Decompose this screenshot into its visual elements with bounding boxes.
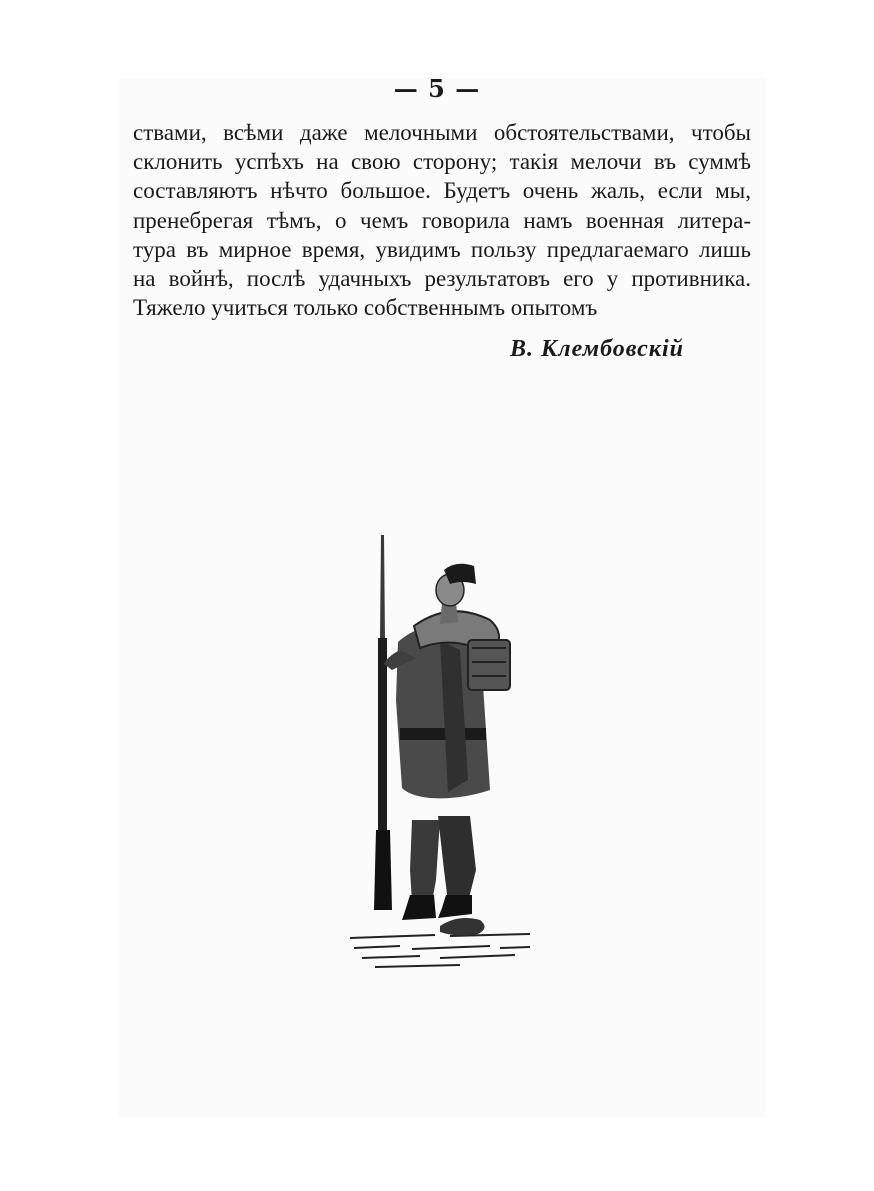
paragraph-line-1: ствами, всѣми даже мелочными обстоятельствами, чтобы bbox=[133, 120, 751, 145]
bayonet bbox=[380, 535, 385, 640]
soldier-right-leg bbox=[438, 816, 476, 902]
page-number: — 5 — bbox=[393, 74, 481, 103]
ground-stone bbox=[440, 918, 485, 936]
paragraph bbox=[133, 118, 751, 322]
ground-strokes bbox=[350, 934, 530, 967]
paragraph-line-3: составляютъ нѣчто большое. Будетъ очень жаль, если мы, bbox=[133, 178, 751, 204]
soldier-illustration bbox=[340, 530, 540, 980]
soldier-right-boot bbox=[438, 895, 472, 918]
soldier-left-leg bbox=[410, 820, 440, 902]
paragraph-line-6: на войнѣ, послѣ удачныхъ результатовъ его у противника. bbox=[133, 265, 751, 291]
paragraph-line-4: пренебрегая тѣмъ, о чемъ говорила намъ военная литера- bbox=[133, 207, 751, 233]
paragraph-line-5: тура въ мирное время, увидимъ пользу предлагаемаго лишь bbox=[133, 236, 751, 262]
soldier-cap bbox=[444, 564, 476, 584]
rifle-stock bbox=[374, 830, 392, 910]
author-signature: В. Клембовскій bbox=[510, 336, 684, 362]
soldier-left-boot bbox=[402, 895, 436, 920]
paragraph-line-7: Тяжело учиться только собственнымъ опытомъ bbox=[133, 295, 598, 321]
soldier-belt bbox=[400, 728, 486, 740]
paragraph-line-2: склонить успѣхъ на свою сторону; такія мелочи въ суммѣ bbox=[133, 149, 751, 175]
